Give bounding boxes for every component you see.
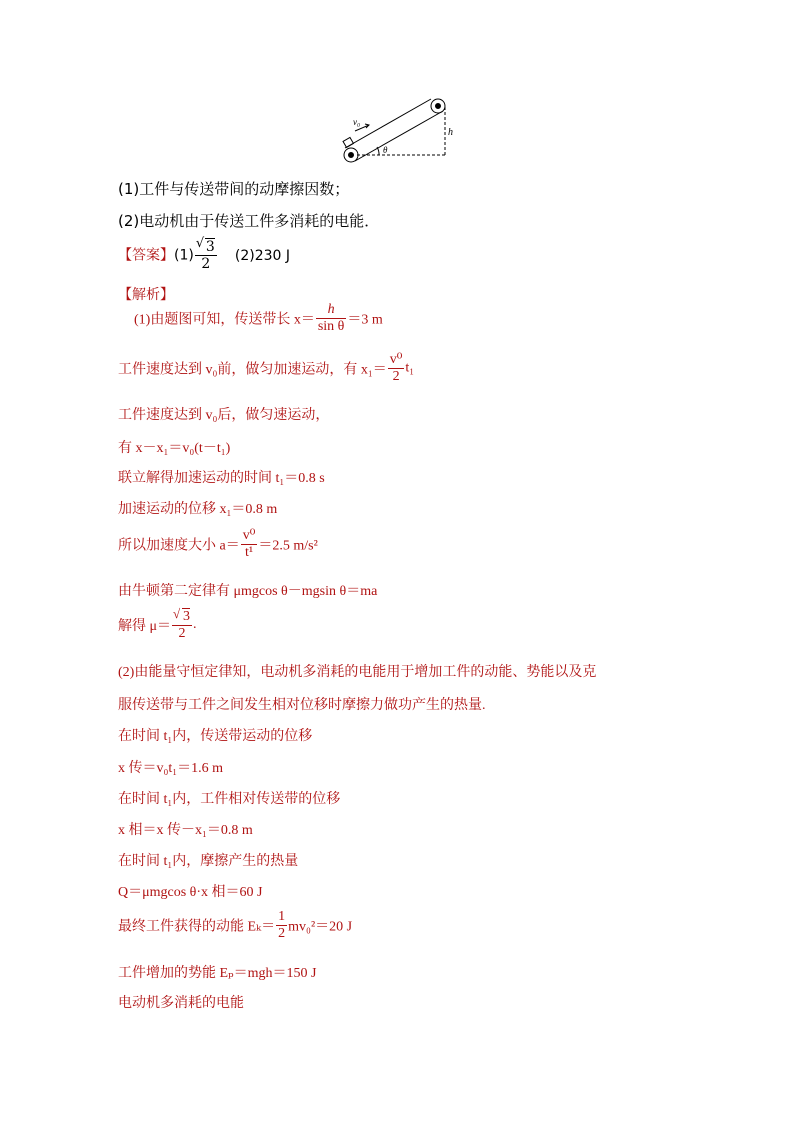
answer-part2: (2)230 J — [234, 247, 290, 264]
line-16: 在时间 t₁内，摩擦产生的热量 — [118, 854, 299, 869]
question-1: (1)工件与传送带间的动摩擦因数； — [118, 180, 350, 198]
line-11: 服传送带与工件之间发生相对位移时摩擦力做功产生的热量. — [118, 698, 486, 713]
line-13: x 传＝v₀t₁＝1.6 m — [118, 761, 224, 776]
line-7: 所以加速度大小 a＝ $\frac{\text{v⁰}}{\text{t¹}}$ ＝2.5 m/s² — [118, 528, 318, 560]
line-1: (1)由题图可知，传送带长 x＝ $\frac{h}{\text{sin θ}}$ ＝3 m — [134, 302, 383, 334]
line-18: 最终工件获得的动能 Eₖ＝ $\frac{1}{2}$ mv₀²＝20 J — [118, 909, 353, 941]
line-20: 电动机多消耗的电能 — [118, 996, 244, 1011]
line-6: 加速运动的位移 x₁＝0.8 m — [118, 502, 278, 517]
workpiece-box — [343, 137, 353, 147]
answer-tag: 【答案】 — [118, 247, 174, 264]
line-19: 工件增加的势能 Eₚ＝mgh＝150 J — [118, 966, 317, 981]
analysis-tag: 【解析】 — [118, 287, 174, 303]
label-v0: v₀ — [353, 117, 361, 127]
question-2: (2)电动机由于传送工件多消耗的电能． — [118, 212, 380, 230]
line-15: x 相＝x 传－x₁＝0.8 m — [118, 823, 253, 838]
line-9: 解得 μ＝ √ $\frac{3}{2}$ . — [118, 608, 197, 642]
line-2: 工件速度达到 v₀前，做匀加速运动，有 x₁＝ $\frac{\text{v⁰}}{2}$ t₁ — [118, 352, 415, 384]
label-theta: θ — [383, 145, 388, 155]
belt-bottom-edge — [355, 111, 443, 161]
line-8: 由牛顿第二定律有 μmgcos θ－mgsin θ＝ma — [118, 584, 378, 599]
answer-fraction: √ $\frac{3}{2}$ — [195, 238, 217, 272]
line-12: 在时间 t₁内，传送带运动的位移 — [118, 729, 313, 744]
line-3: 工件速度达到 v₀后，做匀速运动， — [118, 408, 330, 423]
line-5: 联立解得加速运动的时间 t₁＝0.8 s — [118, 471, 325, 486]
conveyor-diagram — [335, 95, 465, 165]
line-4: 有 x－x₁＝v₀(t－t₁) — [118, 441, 231, 456]
label-h: h — [448, 127, 453, 138]
line-14: 在时间 t₁内，工件相对传送带的位移 — [118, 792, 341, 807]
line-17: Q＝μmgcos θ·x 相＝60 J — [118, 885, 263, 900]
answer-line: 【答案】(1) √ $\frac{3}{2}$ (2)230 J — [118, 238, 290, 272]
line-10: (2)由能量守恒定律知，电动机多消耗的电能用于增加工件的动能、势能以及克 — [118, 665, 597, 680]
